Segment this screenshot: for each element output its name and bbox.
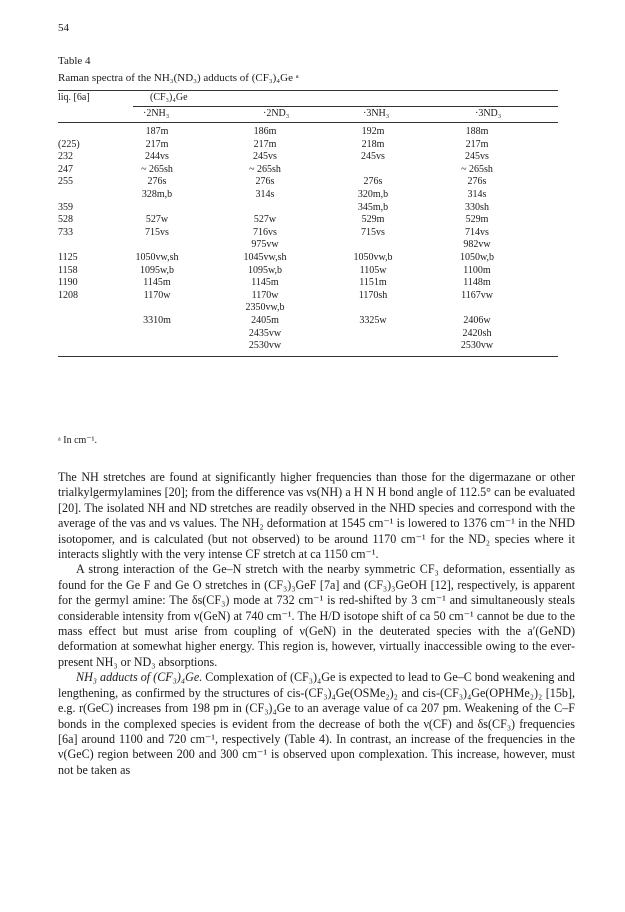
table-cell: 2350vw,b: [245, 302, 285, 314]
table-cell: 2435vw: [248, 327, 282, 339]
table-cell: 276s: [255, 176, 275, 188]
table-cell: 1145m: [251, 277, 279, 289]
table-header-rule: [58, 122, 558, 123]
table-cell: [427, 302, 527, 315]
section-heading: NH₃ adducts of (CF₃)₄Ge.: [76, 670, 203, 685]
table-row: [58, 277, 527, 290]
table-cell: 245vs: [465, 151, 489, 163]
table-cell: 218m: [361, 138, 385, 150]
table-cell: ~ 265sh: [141, 163, 173, 175]
table-row: [58, 164, 527, 177]
table-cell: 1100m: [463, 264, 491, 276]
table-cell: 714vs: [465, 226, 489, 238]
table-row: [58, 176, 527, 189]
table-cell: 716vs: [253, 226, 277, 238]
header-2nh3: ·2NH₃: [143, 108, 170, 119]
table-cell: 244vs: [145, 151, 169, 163]
table-cell: 1148m: [463, 277, 491, 289]
page-number: 54: [58, 22, 69, 34]
table-cell: 345m,b: [357, 201, 389, 213]
table-header-sub: [58, 107, 558, 122]
table-cell: 975vw: [251, 239, 279, 251]
table-cell: 276s: [147, 176, 167, 188]
table-cell: 982vw: [463, 239, 491, 251]
table-cell: 2406w: [463, 314, 491, 326]
table-row: [58, 139, 527, 152]
table-cell: 186m: [253, 126, 277, 137]
body-text: [58, 470, 575, 778]
table-body: [58, 126, 527, 353]
table-cell: 1151m: [359, 277, 387, 289]
table-cell: 1125: [58, 251, 78, 263]
table-cell: 1170w: [251, 289, 279, 301]
table-cell: 1050vw,sh: [135, 251, 179, 263]
table-cell: [103, 202, 211, 215]
table-cell: ~ 265sh: [249, 163, 281, 175]
table-cell: [58, 302, 103, 315]
table-cell: 527w: [253, 214, 277, 226]
table-cell: 276s: [363, 176, 383, 188]
table-cell: 529m: [465, 214, 489, 226]
table-cell: 1170sh: [358, 289, 388, 301]
table-row: [58, 315, 527, 328]
table-cell: 187m: [145, 126, 169, 137]
table-cell: 232: [58, 151, 73, 163]
table-cell: 247: [58, 163, 73, 175]
table-cell: 320m,b: [357, 188, 389, 200]
paragraph-2: A strong interaction of the Ge–N stretch with the nearby symmetric CF₃ deformation, essentially as found for the Ge F and Ge O stretches in (CF₃)₃GeF [7a] and (CF₃)₃GeOH [12], respectively, is apparent for the germyl amine: The δs(CF₃) mode at 732 cm⁻¹ is red-shifted by 3 cm⁻¹ and simultaneously steals considerable intensity from ν(GeN) at 740 cm⁻¹. The H/D isotope shift of ca 50 cm⁻¹ cannot be due to the mass effect but must arise from coupling of ν(GeN) in the deuterated species with the a′(GeND) deformation at somewhat higher energy. This region is, however, virtually inaccessible owing to the ever-present NH₃ or ND₃ absorptions.: [58, 562, 575, 669]
table-label: Table 4: [58, 55, 91, 67]
table-row: [58, 239, 527, 252]
table-cell: [58, 328, 103, 341]
table-cell: 245vs: [361, 151, 385, 163]
table-cell: 359: [58, 201, 73, 213]
header-compound: (CF₃)₄Ge: [150, 92, 188, 103]
header-3nd3: ·3ND₃: [475, 108, 502, 119]
table-cell: 328m,b: [141, 188, 173, 200]
table-caption: [58, 53, 299, 87]
table-cell: [103, 340, 211, 353]
table-cell: [58, 239, 103, 252]
table-row: [58, 227, 527, 240]
table-row: [58, 290, 527, 303]
table-row: [58, 214, 527, 227]
table-cell: 217m: [465, 138, 489, 150]
table-cell: 2530vw: [248, 340, 282, 352]
table-cell: 1145m: [143, 277, 171, 289]
table-cell: 2405m: [251, 314, 279, 326]
table-cell: 528: [58, 214, 73, 226]
table-cell: 1050w,b: [459, 251, 495, 263]
table-cell: [319, 239, 427, 252]
table-cell: 1095w,b: [139, 264, 175, 276]
table-cell: ~ 265sh: [461, 163, 493, 175]
table-cell: [319, 302, 427, 315]
table-cell: 3310m: [143, 314, 171, 326]
table-cell: 192m: [361, 126, 385, 137]
table-cell: 529m: [361, 214, 385, 226]
paragraph-3: [58, 670, 575, 778]
paragraph-3-text: Complexation of (CF₃)₄Ge is expected to lead to Ge–C bond weakening and lengthening, as confirmed by the structures of cis-(CF₃)₄Ge(OSMe₂)₂ and cis-(CF₃)₄Ge(OPHMe₂)₂ [15b], e.g. r(GeC) increases from 198 pm in (CF₃)₄Ge to an average value of ca 207 pm. Weakening of the C–F bonds in the complexed species is evident from the decrease of both the ν(CF) and δs(CF₃) frequencies [6a] around 1100 and 720 cm⁻¹, respectively (Table 4). In contrast, an increase of the frequencies in the ν(GeC) region between 200 and 300 cm⁻¹ is observed upon complexation. This increase, however, must not be taken as: [58, 670, 575, 777]
table-row: [58, 189, 527, 202]
table-cell: 276s: [467, 176, 487, 188]
table-cell: 314s: [255, 188, 275, 200]
table-cell: 1170w: [143, 289, 171, 301]
table-cell: 217m: [253, 138, 277, 150]
table-bottom-rule: [58, 356, 558, 357]
table-cell: [319, 164, 427, 177]
table-cell: 1190: [58, 277, 78, 289]
table-cell: (225): [58, 138, 80, 150]
table-cell: [58, 340, 103, 353]
table-cell: [58, 126, 103, 139]
paragraph-1: The NH stretches are found at significantly higher frequencies than those for the digermazane or other trialkylgermylamines [20]; from the difference νas νs(NH) a H N H bond angle of 112.5° can be evaluated [20]. The isolated NH and ND stretches are readily observed in the NHD species and correspond with the average of the νas and νs values. The NH₂ deformation at 1545 cm⁻¹ is lowered to 1376 cm⁻¹ in the NHD isotopomer, and is calculated (but not observed) to be around 1170 cm⁻¹ for the ND₂ species where it interacts slightly with the very intense CF stretch at ca 1150 cm⁻¹.: [58, 470, 575, 562]
table-cell: [211, 202, 319, 215]
table-title: Raman spectra of the NH₃(ND₃) adducts of (CF₃)₄Ge ᵃ: [58, 72, 299, 85]
raman-table: [58, 90, 558, 357]
table-row: [58, 202, 527, 215]
table-row: [58, 302, 527, 315]
table-row: [58, 328, 527, 341]
table-cell: 255: [58, 176, 73, 188]
header-liq: liq. [6a]: [58, 92, 90, 103]
table-cell: [319, 328, 427, 341]
table-cell: 1045vw,sh: [243, 251, 287, 263]
table-cell: 217m: [145, 138, 169, 150]
header-2nd3: ·2ND₃: [263, 108, 290, 119]
table-row: [58, 340, 527, 353]
header-3nh3: ·3NH₃: [363, 108, 390, 119]
table-cell: 188m: [465, 126, 489, 137]
table-cell: 1105w: [359, 264, 387, 276]
table-cell: [103, 239, 211, 252]
table-cell: 527w: [145, 214, 169, 226]
table-cell: [103, 302, 211, 315]
table-cell: 3325w: [359, 314, 387, 326]
table-cell: 2530vw: [460, 340, 494, 352]
table-row: [58, 265, 527, 278]
table-cell: 314s: [467, 188, 487, 200]
table-footnote: ᵃ In cm⁻¹.: [58, 435, 98, 446]
table-header-top: [58, 91, 558, 106]
table-cell: [58, 189, 103, 202]
table-cell: 2420sh: [462, 327, 492, 339]
table-cell: [319, 340, 427, 353]
table-cell: 715vs: [361, 226, 385, 238]
table-row: [58, 126, 527, 139]
table-cell: 733: [58, 226, 73, 238]
table-cell: [103, 328, 211, 341]
table-cell: 715vs: [145, 226, 169, 238]
table-cell: 1095w,b: [247, 264, 283, 276]
table-cell: 1050vw,b: [353, 251, 393, 263]
table-cell: 330sh: [465, 201, 489, 213]
table-row: [58, 151, 527, 164]
table-cell: 245vs: [253, 151, 277, 163]
table-row: [58, 252, 527, 265]
table-cell: [58, 315, 103, 328]
table-cell: 1158: [58, 264, 78, 276]
table-cell: 1167vw: [461, 289, 493, 301]
table-cell: 1208: [58, 289, 78, 301]
